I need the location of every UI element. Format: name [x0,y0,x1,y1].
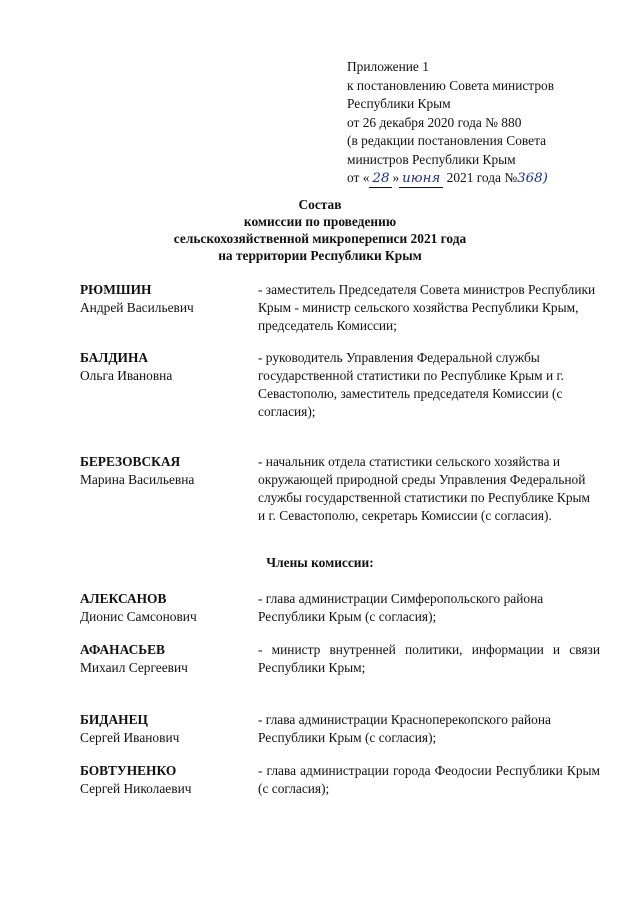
member-given-name: Марина Васильевна [80,472,195,487]
handwritten-number: 368) [517,171,548,186]
handwritten-day: 28 [369,170,392,189]
member-surname: БОВТУНЕНКО [80,763,177,778]
appendix-line: к постановлению Совета министров [347,77,555,93]
member-given-name: Михаил Сергеевич [80,660,188,675]
member-given-name: Сергей Николаевич [80,781,192,796]
member-role: - глава администрации города Феодосии Республики Крым (с согласия); [258,763,600,796]
member-role: - глава администрации Симферопольского района Республики Крым (с согласия); [258,591,544,624]
handwritten-month: июня [399,170,443,189]
member-role: - глава администрации Красноперекопского района Республики Крым (с согласия); [258,712,551,745]
member-surname: АФАНАСЬЕВ [80,642,165,657]
member-given-name: Сергей Иванович [80,730,180,745]
member-role: - руководитель Управления Федеральной службы государственной статистики по Республике Крым и г. Севастополю, заместитель председателя Комиссии (с согласия); [258,350,564,419]
appendix-line: Республики Крым [347,96,451,111]
member-surname: РЮМШИН [80,282,152,297]
member-given-name: Андрей Васильевич [80,300,194,315]
member-given-name: Ольга Ивановна [80,368,173,383]
member-surname: БИДАНЕЦ [80,712,148,727]
member-role: - заместитель Председателя Совета министров Республики Крым - министр сельского хозяйства Республики Крым, председатель Комиссии; [258,282,596,333]
member-role: - министр внутренней политики, информации и связи Республики Крым; [258,642,600,675]
appendix-line: (в редакции постановления Совета [347,133,547,148]
appendix-line: Приложение 1 [347,59,429,74]
member-surname: БАЛДИНА [80,350,149,365]
members-heading: Члены комиссии: [266,555,374,570]
member-given-name: Дионис Самсонович [80,609,197,624]
appendix-block [347,58,632,189]
appendix-line: министров Республики Крым [347,151,516,167]
document-title: Состав комиссии по проведению сельскохозяйственной микропереписи 2021 года на территории Республики Крым [173,197,467,263]
appendix-date-line: от « 28 » июня 2021 года №368) [347,169,632,189]
member-surname: АЛЕКСАНОВ [80,591,167,606]
appendix-line: от 26 декабря 2020 года № 880 [347,114,522,130]
member-surname: БЕРЕЗОВСКАЯ [80,454,181,469]
member-role: - начальник отдела статистики сельского хозяйства и окружающей природной среды Управления Федеральной службы государственной статистики по Республике Крым и г. Севастополю, секретарь Комиссии (с согласия). [258,454,590,523]
